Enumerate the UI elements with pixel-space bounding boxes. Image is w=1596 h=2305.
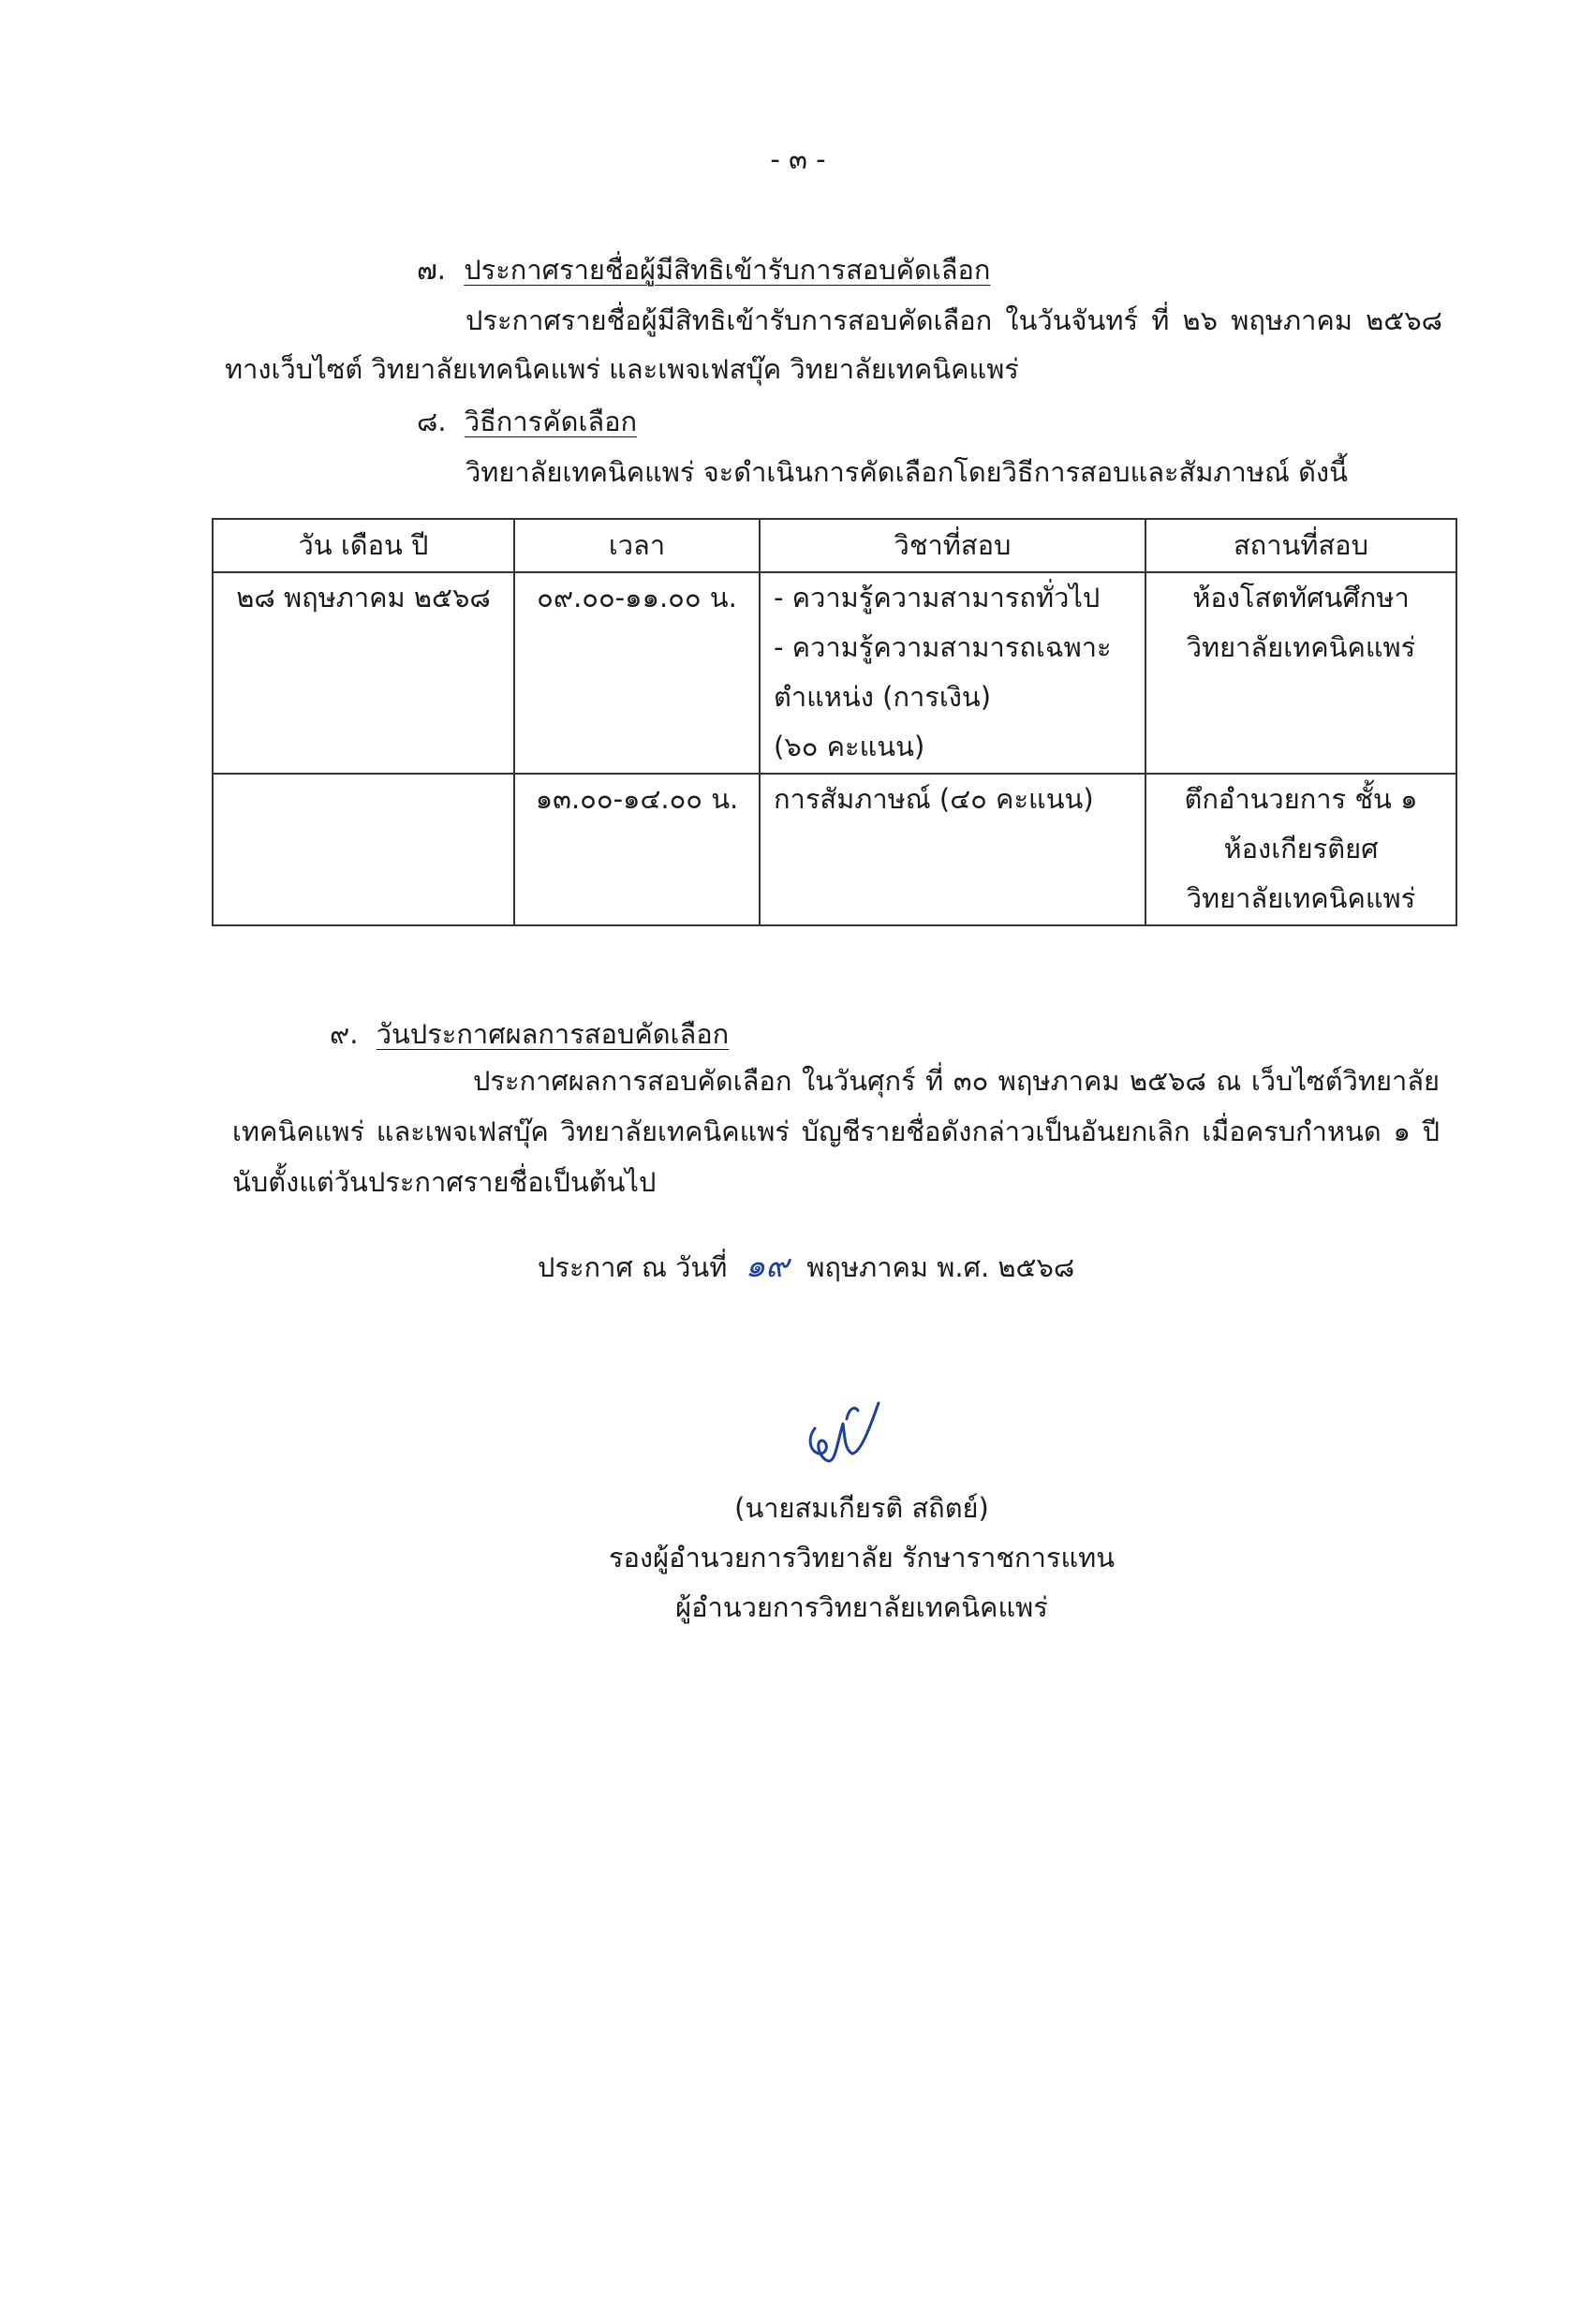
section7-heading [417, 251, 990, 288]
row2-place [1145, 774, 1456, 925]
section8-title: วิธีการคัดเลือก [464, 406, 638, 437]
row1-subject-line: ตำแหน่ง (การเงิน) [774, 681, 992, 713]
row1-time: ๐๙.๐๐-๑๑.๐๐ น. [514, 572, 760, 774]
schedule-table [212, 518, 1457, 926]
announce-prefix: ประกาศ ณ วันที่ [538, 1251, 728, 1283]
announce-suffix: พฤษภาคม พ.ศ. ๒๕๖๘ [806, 1251, 1075, 1283]
section9-heading [330, 1015, 729, 1053]
signer-name: (นายสมเกียรติ สถิตย์) [734, 1492, 989, 1524]
header-time: เวลา [514, 519, 760, 572]
section7-line2: ทางเว็บไซต์ วิทยาลัยเทคนิคแพร่ และเพจเฟสบุ๊ค วิทยาลัยเทคนิคแพร่ [225, 353, 1019, 385]
section9-title: วันประกาศผลการสอบคัดเลือก [376, 1018, 730, 1050]
signature-image [787, 1386, 899, 1470]
row2-subject-line: การสัมภาษณ์ (๔๐ คะแนน) [774, 783, 1094, 815]
signer-position1: รองผู้อำนวยการวิทยาลัย รักษาราชการแทน [608, 1542, 1116, 1574]
announce-day-handwritten: ๑๙ [745, 1248, 790, 1285]
section7-number: ๗. [417, 254, 447, 286]
header-place: สถานที่สอบ [1145, 519, 1456, 572]
table-header-row [213, 519, 1456, 572]
row1-place-line: ห้องโสตทัศนศึกษา [1192, 582, 1410, 613]
row2-time: ๑๓.๐๐-๑๔.๐๐ น. [514, 774, 760, 925]
row2-subject [760, 774, 1145, 925]
row1-place [1145, 572, 1456, 774]
header-subject: วิชาที่สอบ [760, 519, 1145, 572]
row2-place-line: ห้องเกียรติยศ [1223, 833, 1379, 864]
section8-line1: วิทยาลัยเทคนิคแพร่ จะดำเนินการคัดเลือกโดยวิธีการสอบและสัมภาษณ์ ดังนี้ [466, 456, 1348, 488]
section8-heading [417, 403, 637, 440]
section9-line1: ประกาศผลการสอบคัดเลือก ในวันศุกร์ ที่ ๓๐ พฤษภาคม ๒๕๖๘ ณ เว็บไซต์วิทยาลัย [473, 1065, 1440, 1097]
row1-place-line: วิทยาลัยเทคนิคแพร่ [1186, 631, 1416, 663]
table-row [213, 572, 1456, 774]
announce-date [538, 1248, 1074, 1286]
row1-subject-line: - ความรู้ความสามารถเฉพาะ [774, 631, 1112, 663]
row2-date [213, 774, 514, 925]
header-date: วัน เดือน ปี [213, 519, 514, 572]
section7-title: ประกาศรายชื่อผู้มีสิทธิเข้ารับการสอบคัดเลือก [464, 254, 991, 286]
section9-line2: เทคนิคแพร่ และเพจเฟสบุ๊ค วิทยาลัยเทคนิคแพร่ บัญชีรายชื่อดังกล่าวเป็นอันยกเลิก เมื่อครบกำหนด ๑ ปี [232, 1116, 1440, 1147]
row1-subject-line: - ความรู้ความสามารถทั่วไป [774, 582, 1101, 613]
row1-subject [760, 572, 1145, 774]
section8-number: ๘. [417, 406, 447, 437]
row2-place-line: วิทยาลัยเทคนิคแพร่ [1186, 882, 1416, 914]
row2-place-line: ตึกอำนวยการ ชั้น ๑ [1184, 783, 1418, 815]
section7-line1: ประกาศรายชื่อผู้มีสิทธิเข้ารับการสอบคัดเลือก ในวันจันทร์ ที่ ๒๖ พฤษภาคม ๒๕๖๘ [466, 304, 1442, 336]
signer-position2: ผู้อำนวยการวิทยาลัยเทคนิคแพร่ [675, 1591, 1048, 1623]
page-number: - ๓ - [770, 143, 826, 175]
section9-number: ๙. [330, 1018, 359, 1050]
table-row [213, 774, 1456, 925]
row1-date: ๒๘ พฤษภาคม ๒๕๖๘ [213, 572, 514, 774]
section9-line3: นับตั้งแต่วันประกาศรายชื่อเป็นต้นไป [232, 1166, 657, 1198]
row1-subject-line: (๖๐ คะแนน) [774, 731, 925, 762]
